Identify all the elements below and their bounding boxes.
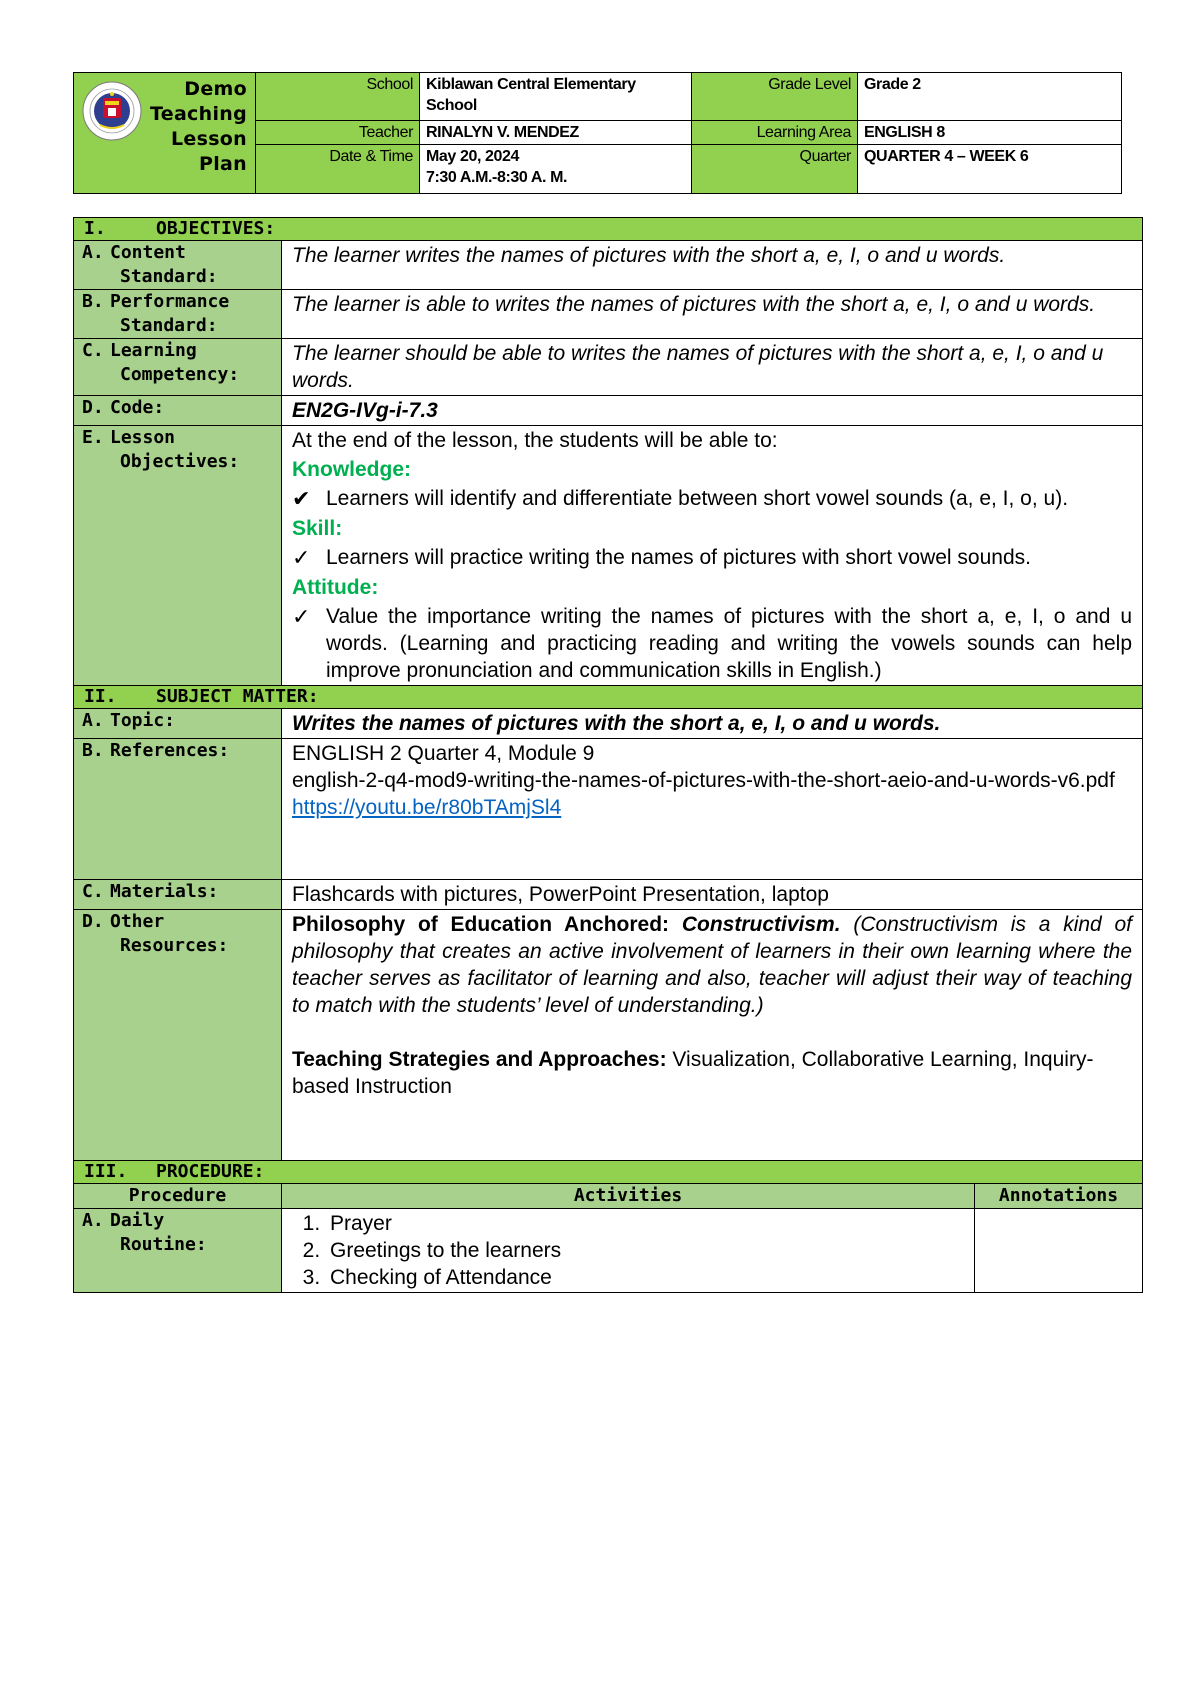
header-title-cell	[74, 73, 256, 193]
content-standard-text: The learner writes the names of pictures with the short a, e, I, o and u words.	[282, 241, 1143, 290]
procedure-heading-row	[74, 1161, 1143, 1184]
date-time-value	[420, 145, 692, 193]
other-resources-row	[74, 910, 1143, 1161]
checkmark-icon: ✓	[292, 545, 311, 570]
knowledge-heading: Knowledge:	[292, 458, 411, 481]
references-row	[74, 739, 1143, 880]
list-item: 1. Prayer	[326, 1210, 964, 1237]
lesson-plan-table	[73, 217, 1143, 1293]
lesson-objectives-content	[282, 426, 1143, 686]
skill-text: Learners will practice writing the names of pictures with short vowel sounds.	[326, 546, 1031, 569]
teacher-value: RINALYN V. MENDEZ	[420, 121, 692, 145]
reference-file: english-2-q4-mod9-writing-the-names-of-pictures-with-the-short-aeio-and-u-words-v6.pdf	[292, 769, 1115, 792]
reference-module: ENGLISH 2 Quarter 4, Module 9	[292, 742, 595, 765]
deped-seal-logo	[82, 81, 142, 141]
code-row	[74, 396, 1143, 426]
other-resources-label: D. Other Resources:	[74, 910, 282, 1161]
performance-standard-row	[74, 290, 1143, 339]
title-line-1: Demo	[184, 78, 247, 100]
title-line-4: Plan	[199, 153, 247, 175]
procedure-heading: III. PROCEDURE:	[74, 1161, 1143, 1184]
other-resources-content	[282, 910, 1143, 1161]
strategies-paragraph	[292, 1046, 1132, 1100]
topic-row	[74, 709, 1143, 739]
philosophy-paragraph	[292, 911, 1132, 1019]
lesson-objectives-row	[74, 426, 1143, 686]
topic-text: Writes the names of pictures with the short a, e, I, o and u words.	[282, 709, 1143, 739]
code-label: D. Code:	[74, 396, 282, 426]
daily-routine-row	[74, 1209, 1143, 1293]
learning-area-label: Learning Area	[692, 121, 858, 145]
date-value: May 20, 2024	[426, 148, 520, 165]
objectives-heading: I. OBJECTIVES:	[74, 218, 1143, 241]
content-standard-row	[74, 241, 1143, 290]
list-item: 2. Greetings to the learners	[326, 1237, 964, 1264]
materials-label: C. Materials:	[74, 880, 282, 910]
column-annotations: Annotations	[975, 1184, 1143, 1209]
date-time-label: Date & Time	[256, 145, 420, 193]
attitude-item	[292, 603, 1132, 684]
topic-label: A. Topic:	[74, 709, 282, 739]
procedure-column-headers	[74, 1184, 1143, 1209]
learning-competency-row	[74, 339, 1143, 396]
subject-heading-row	[74, 686, 1143, 709]
references-content	[282, 739, 1143, 880]
list-item: 3. Checking of Attendance	[326, 1264, 964, 1291]
skill-heading: Skill:	[292, 517, 343, 540]
skill-item	[292, 544, 1132, 571]
strategies-lead: Teaching Strategies and Approaches:	[292, 1048, 673, 1071]
objectives-intro: At the end of the lesson, the students will be able to:	[292, 429, 778, 452]
philosophy-description: (Constructivism is a kind of philosophy that creates an active involvement of learners in their own learning where the teacher serves as facilitator of learning and also, teacher will adjust their way of teaching to match with the students’ level of understanding.)	[292, 913, 1133, 1017]
daily-routine-label: A. Daily Routine:	[74, 1209, 282, 1293]
checkmark-icon: ✓	[292, 604, 311, 629]
knowledge-item	[292, 485, 1132, 512]
column-activities: Activities	[282, 1184, 975, 1209]
learning-area-value: ENGLISH 8	[858, 121, 1121, 145]
attitude-heading: Attitude:	[292, 576, 379, 599]
performance-standard-label: B. Performance Standard:	[74, 290, 282, 339]
column-procedure: Procedure	[74, 1184, 282, 1209]
title-line-2: Teaching	[150, 103, 247, 125]
school-value: Kiblawan Central Elementary School	[420, 73, 692, 121]
code-text: EN2G-IVg-i-7.3	[282, 396, 1143, 426]
lesson-objectives-label: E. Lesson Objectives:	[74, 426, 282, 686]
grade-level-value: Grade 2	[858, 73, 1121, 121]
teacher-label: Teacher	[256, 121, 420, 145]
title-line-3: Lesson	[171, 128, 247, 150]
daily-routine-activities	[282, 1209, 975, 1293]
attitude-text: Value the importance writing the names of pictures with the short a, e, I, o and u words. (Learning and practicing reading and writing the vowels sounds can help improve pronunciation and communication skills in English.)	[326, 605, 1133, 682]
time-value: 7:30 A.M.-8:30 A. M.	[426, 169, 568, 186]
objectives-heading-row	[74, 218, 1143, 241]
materials-text: Flashcards with pictures, PowerPoint Presentation, laptop	[282, 880, 1143, 910]
header-table	[73, 72, 1122, 194]
daily-routine-annotation	[975, 1209, 1143, 1293]
philosophy-lead: Philosophy of Education Anchored:	[292, 913, 682, 936]
quarter-label: Quarter	[692, 145, 858, 193]
learning-competency-text: The learner should be able to writes the names of pictures with the short a, e, I, o and u words.	[282, 339, 1143, 396]
references-label: B. References:	[74, 739, 282, 880]
performance-standard-text: The learner is able to writes the names of pictures with the short a, e, I, o and u words.	[282, 290, 1143, 339]
checkmark-icon: ✔	[292, 486, 311, 511]
reference-video-link[interactable]: https://youtu.be/r80bTAmjSl4	[292, 796, 562, 819]
materials-row	[74, 880, 1143, 910]
school-label: School	[256, 73, 420, 121]
quarter-value: QUARTER 4 – WEEK 6	[858, 145, 1121, 193]
grade-level-label: Grade Level	[692, 73, 858, 121]
learning-competency-label: C. Learning Competency:	[74, 339, 282, 396]
content-standard-label: A. Content Standard:	[74, 241, 282, 290]
strategies-text: Visualization, Collaborative Learning, Inquiry-based Instruction	[292, 1048, 1094, 1098]
philosophy-name: Constructivism.	[681, 913, 841, 936]
subject-heading: II. SUBJECT MATTER:	[74, 686, 1143, 709]
knowledge-text: Learners will identify and differentiate between short vowel sounds (a, e, I, o, u).	[326, 487, 1069, 510]
routine-list	[292, 1210, 964, 1291]
